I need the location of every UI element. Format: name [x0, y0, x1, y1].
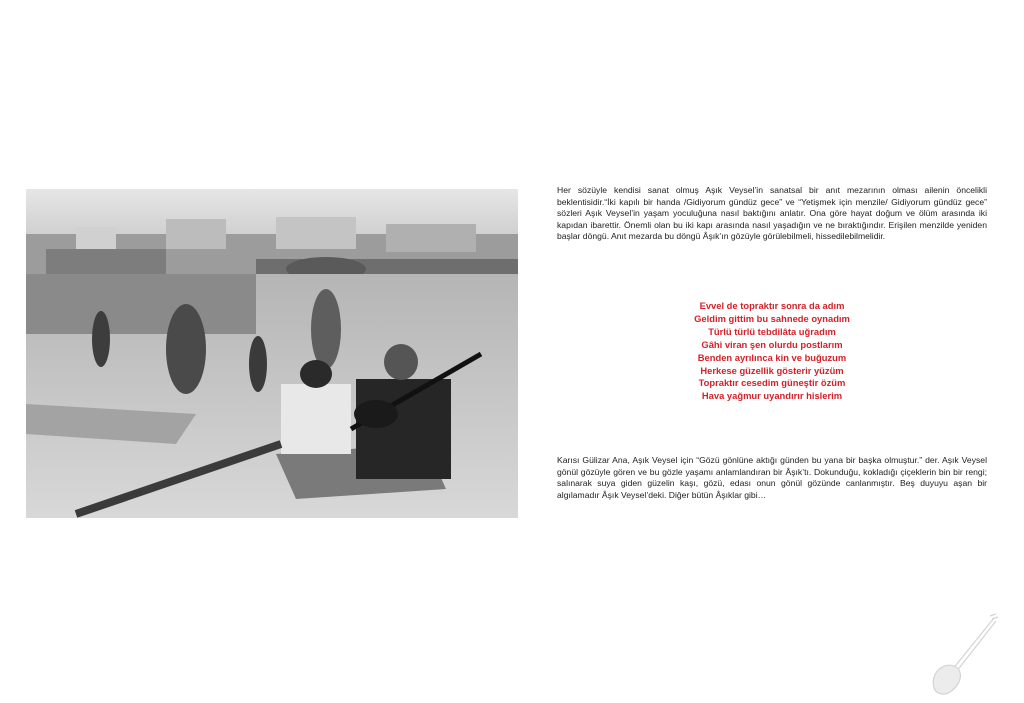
village-photo — [26, 189, 518, 518]
poem-line: Benden ayrılınca kin ve buğuzum — [697, 351, 847, 363]
saz-icon — [928, 612, 998, 696]
photo-icon — [26, 189, 518, 518]
intro-paragraph: Her sözüyle kendisi sanat olmuş Aşık Veysel’in sanatsal bir anıt mezarının olması ailenin öncelikli beklentisidir.“İki kapılı bir handa /Gidiyorum gündüz gece” ve “Yetişmek için menzile/ Gidiyorum gündüz gece” sözleri Aşık Veysel’in yaşam yoculuğuna nasıl baktığını anlatır. Ona göre hayat doğum ve ölüm arasında iki kapıdan ibarettir. Önemli olan bu iki kapı arasında nasıl yaşadığın ve ne bıraktığındır. Erişilen menzilde yeniden başlar döngü. Anıt mezarda bu döngü Âşık’ın gözüyle görülebilmeli, hissedilebilmelidir. — [557, 185, 987, 242]
poem-line: Herkese güzellik gösterir yüzüm — [700, 364, 844, 376]
poem — [557, 300, 987, 403]
closing-paragraph: Karısı Gülizar Ana, Aşık Veysel için “Gözü gönlüne aktığı günden bu yana bir başka olmuştur.” der. Aşık Veysel gönül gözüyle gören ve bu gözle yaşamı anlamlandıran bir Âşık’tı. Dokunduğu, kokladığı çiçeklerin bin bir rengi; salınarak suya giden güzelin kaşı, gözü, edası onun gönül gözünde canlanmıştır. Beş duyuyu aşan bir algılamadır Âşık Veysel’deki. Diğer bütün Âşıklar gibi… — [557, 455, 987, 500]
poem-line: Geldim gittim bu sahnede oynadım — [694, 312, 850, 324]
poem-line: Evvel de topraktır sonra da adım — [699, 300, 845, 311]
poem-line: Türlü türlü tebdilâta uğradım — [708, 325, 836, 337]
poem-line: Topraktır cesedim güneştir özüm — [698, 377, 846, 389]
poem-line: Gâhi viran şen olurdu postlarım — [701, 338, 843, 350]
poem-line: Hava yağmur uyandırır hislerim — [701, 390, 843, 402]
